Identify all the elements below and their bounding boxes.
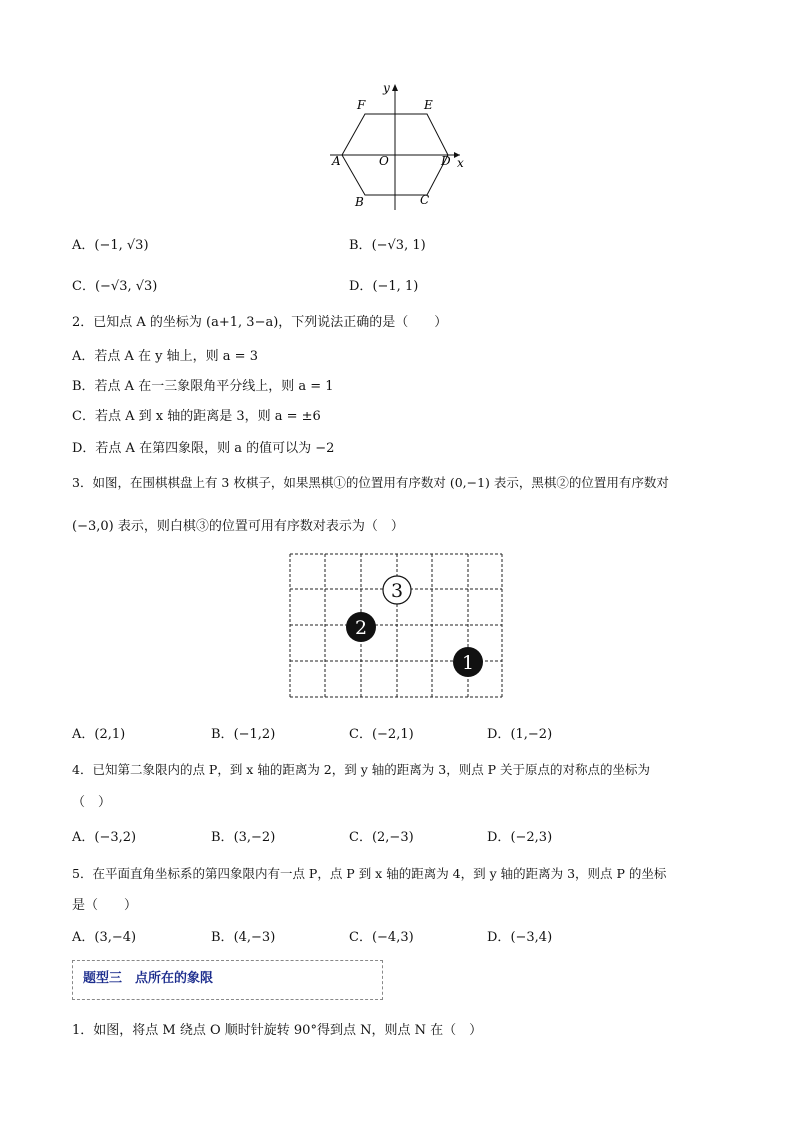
q5-stem-line1: 5．在平面直角坐标系的第四象限内有一点 P，点 P 到 x 轴的距离为 4，到 y 轴的距离为 3，则点 P 的坐标 xyxy=(72,866,667,881)
label-C: C xyxy=(420,193,430,207)
q4-option-b[interactable]: B．(3,−2) xyxy=(211,830,276,845)
q4-option-a[interactable]: A．(−3,2) xyxy=(72,830,137,845)
go-board xyxy=(288,552,506,702)
label-O: O xyxy=(379,154,389,168)
q4-stem-line1: 4．已知第二象限内的点 P，到 x 轴的距离为 2，到 y 轴的距离为 3，则点 P 关于原点的对称点的坐标为 xyxy=(72,762,651,777)
q2-option-a[interactable]: A．若点 A 在 y 轴上，则 a = 3 xyxy=(72,349,258,364)
q5-option-a[interactable]: A．(3,−4) xyxy=(72,930,137,945)
q3-stem-line1: 3．如图，在围棋棋盘上有 3 枚棋子，如果黑棋①的位置用有序数对 (0,−1) 表示，黑棋②的位置用有序数对 xyxy=(72,475,669,490)
hexagon-figure xyxy=(320,80,480,215)
q5-stem-line2: 是（ ） xyxy=(72,898,138,913)
section-header-box xyxy=(72,960,383,1000)
label-y: y xyxy=(383,81,390,95)
q2-stem: 2．已知点 A 的坐标为 (a+1, 3−a)，下列说法正确的是（ ） xyxy=(72,315,448,330)
q1-option-d[interactable]: D．(−1, 1) xyxy=(349,279,419,294)
stone-1-label: 1 xyxy=(461,652,475,674)
label-B: B xyxy=(355,195,364,209)
label-x: x xyxy=(457,156,464,170)
q3-option-d[interactable]: D．(1,−2) xyxy=(487,727,553,742)
q4-stem-line2: （ ） xyxy=(72,795,112,810)
q2-option-c[interactable]: C．若点 A 到 x 轴的距离是 3，则 a = ±6 xyxy=(72,409,321,424)
label-E: E xyxy=(424,98,433,112)
stone-2-label: 2 xyxy=(354,617,368,639)
section-title: 题型三 点所在的象限 xyxy=(83,971,214,986)
q4-option-c[interactable]: C．(2,−3) xyxy=(349,830,414,845)
q2-option-b[interactable]: B．若点 A 在一三象限角平分线上，则 a = 1 xyxy=(72,379,334,394)
stone-3-label: 3 xyxy=(390,580,404,602)
q5-option-d[interactable]: D．(−3,4) xyxy=(487,930,553,945)
q5-option-b[interactable]: B．(4,−3) xyxy=(211,930,276,945)
q3-stem-line2: (−3,0) 表示，则白棋③的位置可用有序数对表示为（ ） xyxy=(72,519,404,534)
q5-option-c[interactable]: C．(−4,3) xyxy=(349,930,414,945)
label-A: A xyxy=(332,154,341,168)
q4-option-d[interactable]: D．(−2,3) xyxy=(487,830,553,845)
q2-option-d[interactable]: D．若点 A 在第四象限，则 a 的值可以为 −2 xyxy=(72,441,335,456)
label-D: D xyxy=(441,154,451,168)
q1-option-b[interactable]: B．(−√3, 1) xyxy=(349,238,426,253)
q1-option-a[interactable]: A．(−1, √3) xyxy=(72,238,149,253)
label-F: F xyxy=(357,98,366,112)
q1-option-c[interactable]: C．(−√3, √3) xyxy=(72,279,158,294)
q3-option-a[interactable]: A．(2,1) xyxy=(72,727,126,742)
q3-option-c[interactable]: C．(−2,1) xyxy=(349,727,414,742)
q3-option-b[interactable]: B．(−1,2) xyxy=(211,727,276,742)
s3-q1-stem: 1．如图，将点 M 绕点 O 顺时针旋转 90°得到点 N，则点 N 在（ ） xyxy=(72,1023,483,1038)
